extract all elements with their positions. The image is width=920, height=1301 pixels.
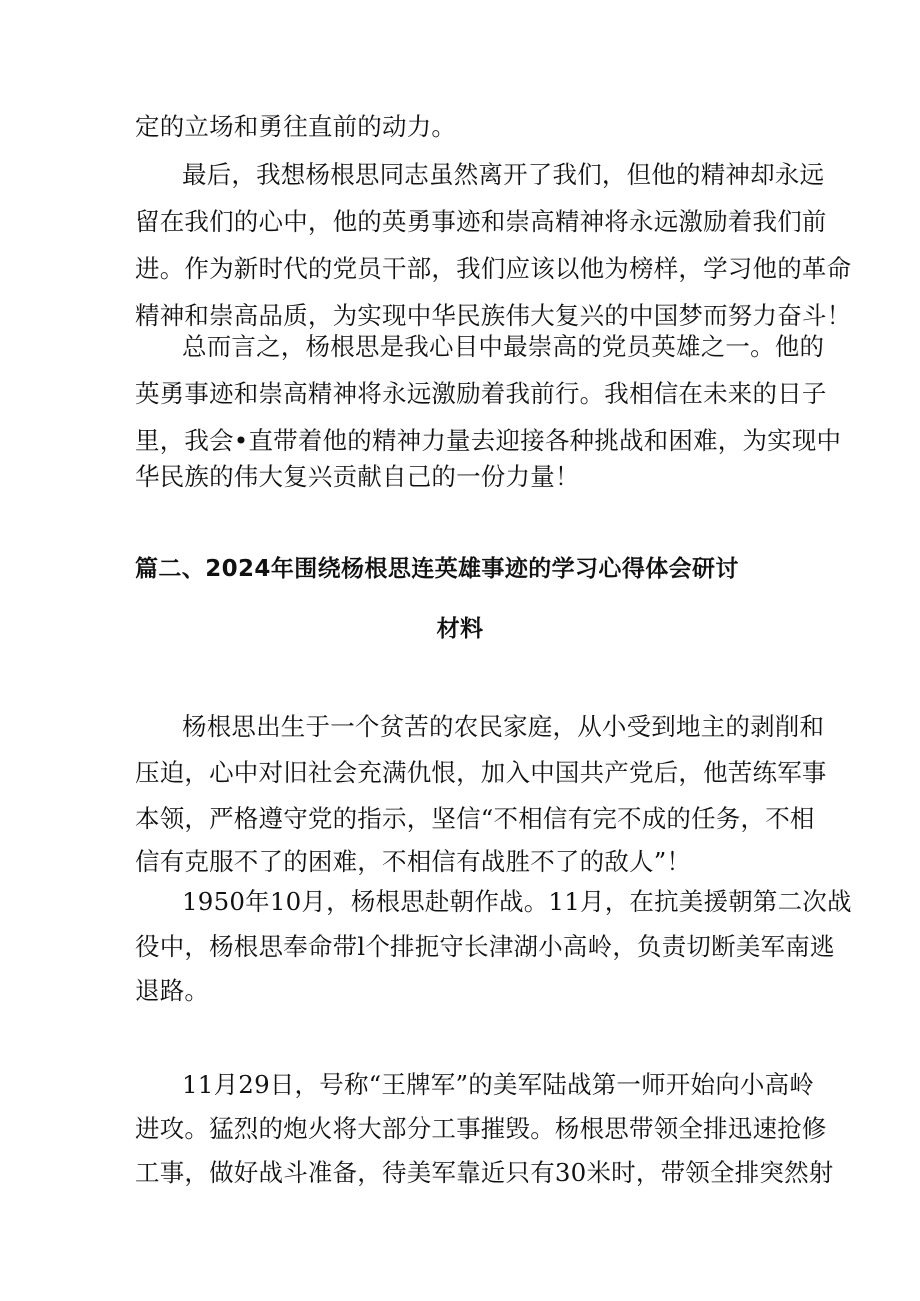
paragraph-line: 精神和崇高品质，为实现中华民族伟大复兴的中国梦而努力奋斗！ xyxy=(135,301,852,330)
section-heading-continued: 材料 xyxy=(436,616,484,642)
paragraph-line: 进攻。猛烈的炮火将大部分工事摧毁。杨根思带领全排迅速抢修 xyxy=(135,1114,827,1143)
paragraph-line: 退路。 xyxy=(135,976,210,1005)
paragraph-line: 英勇事迹和崇高精神将永远激励着我前行。我相信在未来的日子 xyxy=(135,379,827,408)
paragraph-line: 役中，杨根思奉命带l个排扼守长津湖小高岭，负责切断美军南逃 xyxy=(135,932,835,961)
section-heading: 篇二、2024年围绕杨根思连英雄事迹的学习心得体会研讨 xyxy=(135,556,739,582)
paragraph-line: 11月29日，号称“王牌军”的美军陆战第一师开始向小高岭 xyxy=(182,1070,814,1099)
paragraph-line: 总而言之，杨根思是我心目中最崇高的党员英雄之一。他的 xyxy=(182,332,825,361)
paragraph-line: 本领，严格遵守党的指示，坚信“不相信有完不成的任务，不相 xyxy=(135,804,815,833)
paragraph-line: 华民族的伟大复兴贡献自己的一份力量！ xyxy=(135,462,580,491)
paragraph-line: 信有克服不了的困难，不相信有战胜不了的敌人”！ xyxy=(135,847,692,876)
paragraph-line: 杨根思出生于一个贫苦的农民家庭，从小受到地主的剥削和 xyxy=(182,712,825,741)
paragraph-line: 进。作为新时代的党员干部，我们应该以他为榜样，学习他的革命 xyxy=(135,254,852,283)
paragraph-line: 最后，我想杨根思同志虽然离开了我们，但他的精神却永远 xyxy=(182,160,825,189)
paragraph-line: 定的立场和勇往直前的动力。 xyxy=(135,112,457,141)
paragraph-line: 压迫，心中对旧社会充满仇恨，加入中国共产党后，他苦练军事 xyxy=(135,758,827,787)
paragraph-line: 1950年10月，杨根思赴朝作战。11月，在抗美援朝第二次战 xyxy=(182,887,852,916)
paragraph-line: 里，我会•直带着他的精神力量去迎接各种挑战和困难，为实现中 xyxy=(135,426,842,455)
paragraph-line: 工事，做好战斗准备，待美军靠近只有30米时，带领全排突然射 xyxy=(135,1158,834,1187)
paragraph-line: 留在我们的心中，他的英勇事迹和崇高精神将永远激励着我们前 xyxy=(135,207,827,236)
